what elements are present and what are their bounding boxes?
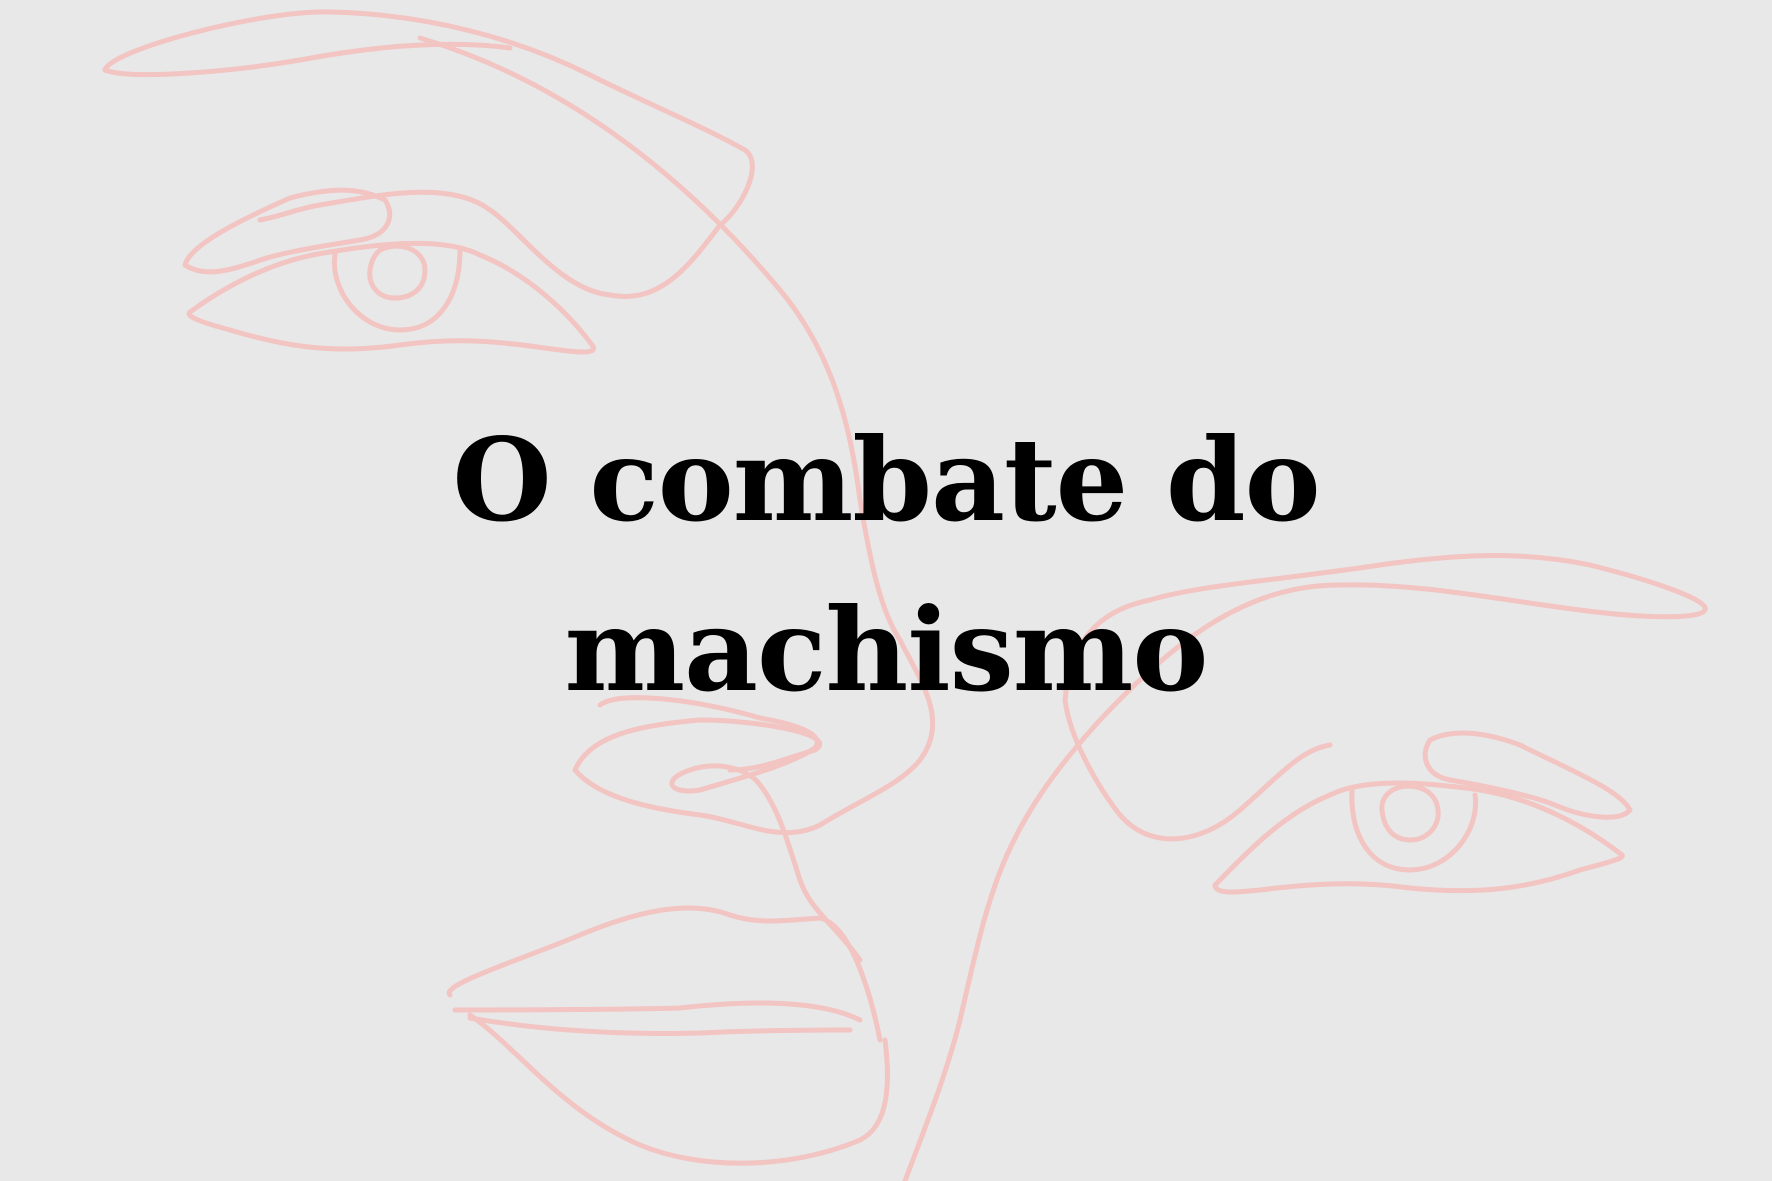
title-line-1: O combate do — [452, 413, 1320, 547]
lip-line-stroke — [455, 1003, 860, 1020]
upper-lip-stroke — [449, 908, 880, 1040]
left-eye-iris — [334, 250, 460, 330]
left-eye-pupil — [370, 246, 425, 298]
poster-title — [0, 395, 1772, 735]
left-brow-stroke — [105, 12, 752, 297]
lower-lip-stroke — [470, 1015, 887, 1163]
right-eye-iris — [1352, 790, 1476, 870]
right-eye-pupil — [1382, 786, 1438, 840]
lip-under-stroke — [470, 1018, 850, 1033]
title-line-2: machismo — [564, 583, 1208, 717]
